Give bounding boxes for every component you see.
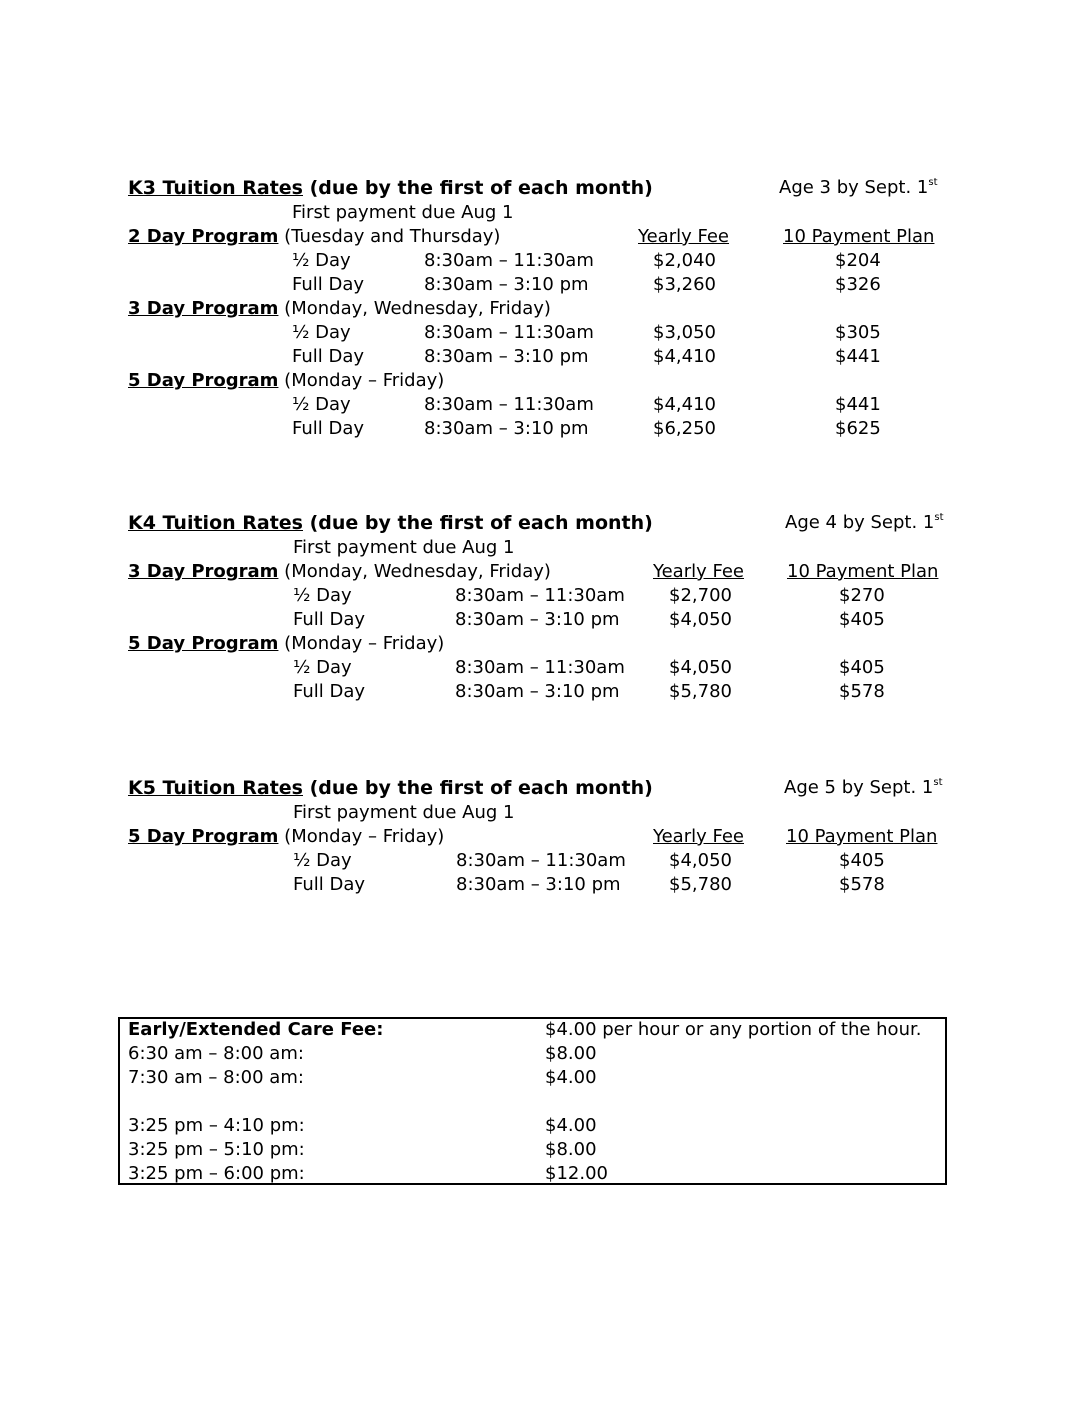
row-yearly-fee: $4,410 bbox=[653, 394, 716, 415]
row-time: 8:30am – 11:30am bbox=[456, 850, 626, 871]
row-plan-fee: $441 bbox=[835, 394, 881, 415]
k3-age-text: Age 3 by Sept. 1 bbox=[779, 177, 929, 198]
row-label: ½ Day bbox=[292, 394, 351, 415]
care-row-fee: $12.00 bbox=[545, 1163, 608, 1184]
k4-program-3day-heading bbox=[128, 560, 551, 584]
program-days: (Monday, Wednesday, Friday) bbox=[284, 298, 551, 319]
k5-program-5day-heading bbox=[128, 825, 444, 849]
row-plan-fee: $405 bbox=[839, 609, 885, 630]
row-time: 8:30am – 11:30am bbox=[424, 322, 594, 343]
row-yearly-fee: $2,040 bbox=[653, 250, 716, 271]
row-time: 8:30am – 11:30am bbox=[424, 250, 594, 271]
k5-first-payment: First payment due Aug 1 bbox=[293, 802, 515, 823]
k4-age-requirement bbox=[785, 511, 944, 535]
k5-title-rest: (due by the first of each month) bbox=[309, 777, 653, 799]
k5-title-code: K5 Tuition Rates bbox=[128, 777, 303, 799]
k3-program-3day-heading bbox=[128, 297, 551, 321]
row-label: ½ Day bbox=[293, 585, 352, 606]
row-label: ½ Day bbox=[293, 850, 352, 871]
k3-age-sup: st bbox=[928, 177, 938, 188]
program-name: 5 Day Program bbox=[128, 633, 279, 654]
row-time: 8:30am – 3:10 pm bbox=[424, 346, 589, 367]
row-plan-fee: $305 bbox=[835, 322, 881, 343]
k4-program-5day-heading bbox=[128, 632, 444, 656]
row-yearly-fee: $4,410 bbox=[653, 346, 716, 367]
k3-yearly-fee-header: Yearly Fee bbox=[638, 226, 730, 247]
row-label: Full Day bbox=[292, 274, 365, 295]
row-time: 8:30am – 3:10 pm bbox=[455, 681, 620, 702]
row-yearly-fee: $6,250 bbox=[653, 418, 716, 439]
row-label: Full Day bbox=[292, 418, 365, 439]
k4-first-payment: First payment due Aug 1 bbox=[293, 537, 515, 558]
program-days: (Monday – Friday) bbox=[284, 826, 445, 847]
row-yearly-fee: $4,050 bbox=[669, 850, 732, 871]
k4-title bbox=[128, 511, 653, 535]
row-yearly-fee: $3,260 bbox=[653, 274, 716, 295]
row-plan-fee: $326 bbox=[835, 274, 881, 295]
row-label: Full Day bbox=[293, 681, 366, 702]
row-plan-fee: $441 bbox=[835, 346, 881, 367]
row-time: 8:30am – 3:10 pm bbox=[455, 609, 620, 630]
k5-age-requirement bbox=[784, 776, 943, 800]
row-label: Full Day bbox=[293, 609, 366, 630]
row-yearly-fee: $5,780 bbox=[669, 681, 732, 702]
row-label: ½ Day bbox=[293, 657, 352, 678]
care-rate: $4.00 per hour or any portion of the hour. bbox=[545, 1019, 922, 1040]
k3-program-5day-heading bbox=[128, 369, 444, 393]
row-plan-fee: $204 bbox=[835, 250, 881, 271]
k4-age-sup: st bbox=[934, 512, 944, 523]
row-plan-fee: $405 bbox=[839, 657, 885, 678]
care-row-fee: $8.00 bbox=[545, 1139, 597, 1160]
program-days: (Monday – Friday) bbox=[284, 370, 445, 391]
k3-title bbox=[128, 176, 653, 200]
k5-age-sup: st bbox=[933, 777, 943, 788]
program-name: 5 Day Program bbox=[128, 826, 279, 847]
row-time: 8:30am – 3:10 pm bbox=[424, 418, 589, 439]
row-yearly-fee: $2,700 bbox=[669, 585, 732, 606]
row-label: Full Day bbox=[293, 874, 366, 895]
row-time: 8:30am – 3:10 pm bbox=[424, 274, 589, 295]
k4-title-code: K4 Tuition Rates bbox=[128, 512, 303, 534]
program-days: (Monday – Friday) bbox=[284, 633, 445, 654]
row-plan-fee: $578 bbox=[839, 681, 885, 702]
row-label: ½ Day bbox=[292, 322, 351, 343]
k3-payment-plan-header: 10 Payment Plan bbox=[783, 226, 935, 247]
k5-payment-plan-header: 10 Payment Plan bbox=[786, 826, 938, 847]
care-row-fee: $4.00 bbox=[545, 1115, 597, 1136]
row-label: Full Day bbox=[292, 346, 365, 367]
k5-yearly-fee-header: Yearly Fee bbox=[653, 826, 745, 847]
k4-payment-plan-header: 10 Payment Plan bbox=[787, 561, 939, 582]
row-yearly-fee: $4,050 bbox=[669, 609, 732, 630]
row-plan-fee: $625 bbox=[835, 418, 881, 439]
row-yearly-fee: $5,780 bbox=[669, 874, 732, 895]
k4-age-text: Age 4 by Sept. 1 bbox=[785, 512, 935, 533]
program-name: 3 Day Program bbox=[128, 298, 279, 319]
row-time: 8:30am – 11:30am bbox=[424, 394, 594, 415]
k4-yearly-fee-header: Yearly Fee bbox=[653, 561, 745, 582]
program-name: 3 Day Program bbox=[128, 561, 279, 582]
k3-program-2day-heading bbox=[128, 225, 500, 249]
care-row-time: 3:25 pm – 6:00 pm: bbox=[128, 1163, 305, 1184]
row-time: 8:30am – 11:30am bbox=[455, 585, 625, 606]
k3-title-code: K3 Tuition Rates bbox=[128, 177, 303, 199]
care-row-fee: $4.00 bbox=[545, 1067, 597, 1088]
care-row-time: 3:25 pm – 5:10 pm: bbox=[128, 1139, 305, 1160]
program-days: (Monday, Wednesday, Friday) bbox=[284, 561, 551, 582]
row-yearly-fee: $4,050 bbox=[669, 657, 732, 678]
care-row-time: 3:25 pm – 4:10 pm: bbox=[128, 1115, 305, 1136]
row-yearly-fee: $3,050 bbox=[653, 322, 716, 343]
k5-age-text: Age 5 by Sept. 1 bbox=[784, 777, 934, 798]
care-row-time: 7:30 am – 8:00 am: bbox=[128, 1067, 304, 1088]
care-row-fee: $8.00 bbox=[545, 1043, 597, 1064]
row-plan-fee: $405 bbox=[839, 850, 885, 871]
k4-title-rest: (due by the first of each month) bbox=[309, 512, 653, 534]
program-name: 2 Day Program bbox=[128, 226, 279, 247]
row-time: 8:30am – 11:30am bbox=[455, 657, 625, 678]
row-time: 8:30am – 3:10 pm bbox=[456, 874, 621, 895]
program-days: (Tuesday and Thursday) bbox=[284, 226, 501, 247]
row-plan-fee: $578 bbox=[839, 874, 885, 895]
k3-title-rest: (due by the first of each month) bbox=[309, 177, 653, 199]
program-name: 5 Day Program bbox=[128, 370, 279, 391]
k5-title bbox=[128, 776, 653, 800]
row-label: ½ Day bbox=[292, 250, 351, 271]
k3-first-payment: First payment due Aug 1 bbox=[292, 202, 514, 223]
care-row-time: 6:30 am – 8:00 am: bbox=[128, 1043, 304, 1064]
care-title: Early/Extended Care Fee: bbox=[128, 1019, 384, 1040]
row-plan-fee: $270 bbox=[839, 585, 885, 606]
k3-age-requirement bbox=[779, 176, 938, 200]
